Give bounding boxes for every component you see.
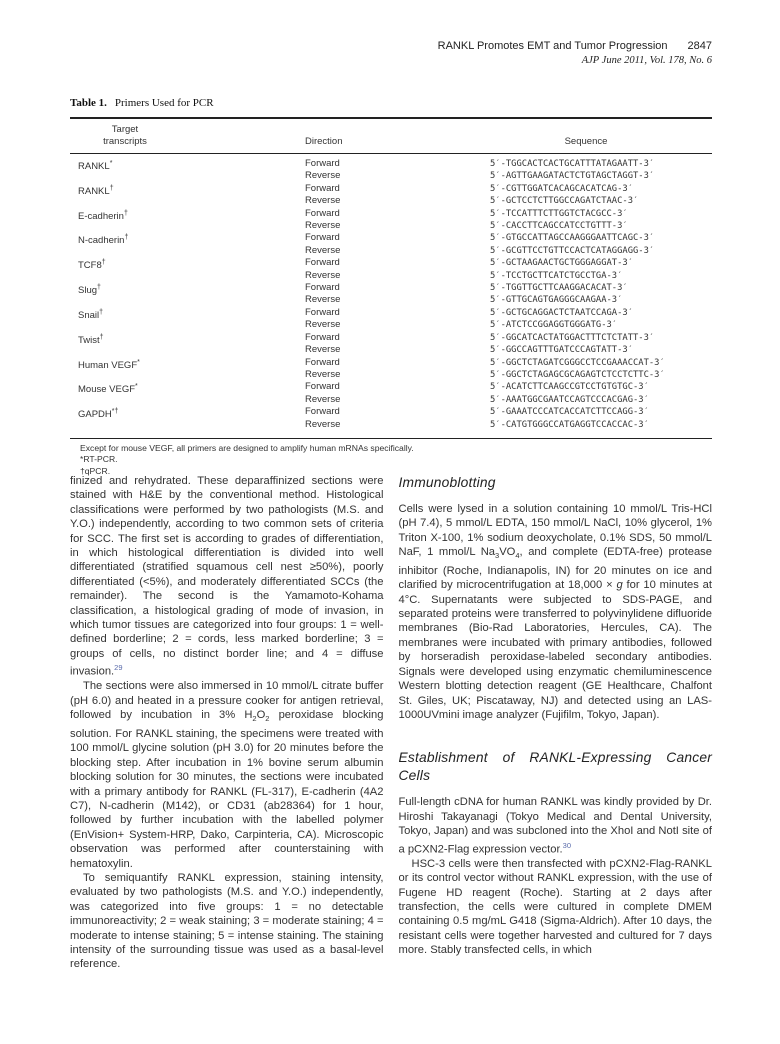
- column-header-target-line1: Target: [111, 124, 139, 135]
- sequence-cell: [490, 257, 712, 282]
- direction-label: Reverse: [305, 170, 341, 182]
- primer-sequence: 5′-AAATGGCGAATCCAGTCCCACGAG-3′: [490, 394, 649, 405]
- running-header: [438, 40, 712, 66]
- direction-label: Reverse: [305, 220, 341, 232]
- target-marker: †: [123, 209, 128, 217]
- direction-cell: [305, 381, 490, 406]
- primer-sequence: 5′-CGTTGGATCACAGCACATCAG-3′: [490, 183, 633, 194]
- primer-sequence: 5′-CACCTTCAGCCATCCTGTTT-3′: [490, 221, 628, 232]
- sequence-cell: [490, 158, 712, 183]
- sequence-cell: [490, 357, 712, 382]
- primer-row: [70, 183, 712, 208]
- direction-cell: [305, 357, 490, 382]
- direction-label: Forward: [305, 257, 340, 269]
- journal-citation: AJP June 2011, Vol. 178, No. 6: [581, 55, 712, 66]
- table-footnotes: [70, 443, 712, 477]
- primer-row: [70, 232, 712, 257]
- primer-sequence: 5′-GTGCCATTAGCCAAGGGAATTCAGC-3′: [490, 233, 655, 244]
- direction-cell: [305, 183, 490, 208]
- primer-row: [70, 158, 712, 183]
- direction-label: Forward: [305, 331, 340, 343]
- target-transcript: E-cadherin†: [78, 209, 128, 222]
- target-marker: †: [109, 184, 114, 192]
- direction-cell: [305, 332, 490, 357]
- table-header-row: [70, 119, 712, 154]
- table-body: [70, 154, 712, 439]
- direction-label: Reverse: [305, 244, 341, 256]
- sequence-cell: [490, 381, 712, 406]
- table-caption: [70, 97, 712, 109]
- primer-sequence: 5′-TCCTGCTTCATCTGCCTGA-3′: [490, 270, 623, 281]
- paragraph: To semiquantify RANKL expression, staining intensity, evaluated by two pathologists (M.S. and Y.O.) independently, was categorized into five groups: 1 = no detectable immunoreactivity; 2 = weak staining; 3 = moderate staining; 4 = moderate to intense staining; 5 = intense staining. The staining intensity of the surrounding tissue was used as a basal-level reference.: [70, 871, 384, 971]
- target-transcript: N-cadherin†: [78, 234, 129, 247]
- target-marker: †: [124, 234, 129, 242]
- target-transcript: Mouse VEGF*: [78, 383, 138, 396]
- sequence-cell: [490, 282, 712, 307]
- target-transcript: Slug†: [78, 284, 101, 297]
- direction-label: Reverse: [305, 195, 341, 207]
- primer-sequence: 5′-GCTGCAGGACTCTAATCCAGA-3′: [490, 307, 633, 318]
- direction-label: Forward: [305, 306, 340, 318]
- direction-label: Reverse: [305, 418, 341, 430]
- direction-label: Reverse: [305, 294, 341, 306]
- primer-sequence: 5′-GAAATCCCATCACCATCTTCCAGG-3′: [490, 407, 649, 418]
- primer-row: [70, 282, 712, 307]
- primer-sequence: 5′-TCCATTTCTTGGTCTACGCC-3′: [490, 208, 628, 219]
- table-label: Table 1.: [70, 97, 107, 109]
- direction-label: Forward: [305, 232, 340, 244]
- primer-sequence: 5′-AGTTGAAGATACTCTGTAGCTAGGT-3′: [490, 171, 655, 182]
- primer-row: [70, 332, 712, 357]
- direction-label: Forward: [305, 282, 340, 294]
- target-transcript: TCF8†: [78, 259, 106, 272]
- table-1: [70, 97, 712, 477]
- direction-cell: [305, 282, 490, 307]
- primer-row: [70, 208, 712, 233]
- direction-label: Forward: [305, 381, 340, 393]
- direction-cell: [305, 232, 490, 257]
- table-title: Primers Used for PCR: [114, 97, 214, 109]
- primer-sequence: 5′-GCGTTCCTGTTCCACTCATAGGAGG-3′: [490, 245, 655, 256]
- primer-sequence: 5′-GGCATCACTATGGACTTTCTCTATT-3′: [490, 332, 655, 343]
- sequence-cell: [490, 307, 712, 332]
- primer-sequence: 5′-ACATCTTCAAGCCGTCCTGTGTGC-3′: [490, 382, 649, 393]
- target-marker: †: [97, 284, 101, 292]
- target-marker: *: [137, 358, 140, 366]
- body-text: [70, 474, 712, 972]
- target-transcript: Human VEGF*: [78, 358, 140, 371]
- direction-cell: [305, 158, 490, 183]
- target-marker: *†: [111, 408, 119, 416]
- target-transcript: Twist†: [78, 333, 104, 346]
- direction-cell: [305, 406, 490, 431]
- direction-label: Forward: [305, 406, 340, 418]
- paragraph: HSC-3 cells were then transfected with pCXN2-Flag-RANKL or its control vector without RANKL expression, with the use of Fugene HD reagent (Roche). Starting at 2 days after transfection, the cells were cultured in complete DMEM containing 0.5 mg/mL G418 (Sigma-Aldrich). After 10 days, the resistant cells were together harvested and cultured for 7 days more. Stably transfected cells, in which: [398, 857, 712, 957]
- running-head-line: [438, 40, 712, 52]
- paragraph: The sections were also immersed in 10 mmol/L citrate buffer (pH 6.0) and heated in a pressure cooker for antigen retrieval, followed by incubation in 3% $H_2O_2$ peroxidase blocking solution. For RANKL staining, the specimens were treated with 100 mmol/L glycine solution (pH 3.0) for 20 minutes before the blocking step. After incubation in 1% bovine serum albumin blocking solution for 30 minutes, the sections were incubated with a primary antibody for RANKL (FL-317), E-cadherin (4A2 C7), N-cadherin (M142), or CD31 (ab28364) for 1 hour, followed by further incubation with the labelled polymer (EnVision+ System-HRP, Dako, Carpinteria, CA). Microscopic observation was performed after counterstaining with hematoxylin.: [70, 680, 384, 870]
- direction-label: Forward: [305, 182, 340, 194]
- running-head-title: RANKL Promotes EMT and Tumor Progression: [437, 40, 668, 52]
- primer-sequence: 5′-CATGTGGGCCATGAGGTCCACCAC-3′: [490, 419, 649, 430]
- target-transcript: GAPDH*†: [78, 408, 119, 421]
- target-transcript: Snail†: [78, 308, 104, 322]
- sequence-cell: [490, 332, 712, 357]
- direction-label: Reverse: [305, 269, 341, 281]
- primer-sequence: 5′-GGCCAGTTTGATCCCAGTATT-3′: [490, 345, 633, 356]
- direction-label: Reverse: [305, 344, 341, 356]
- page-number: 2847: [687, 40, 712, 52]
- direction-label: Forward: [305, 158, 340, 169]
- direction-cell: [305, 257, 490, 282]
- right-column: [399, 474, 713, 972]
- primer-sequence: 5′-GCTCCTCTTGGCCAGATCTAAC-3′: [490, 196, 639, 207]
- column-header-direction: Direction: [305, 135, 343, 147]
- column-header-target: [70, 124, 180, 147]
- target-marker: *: [135, 383, 138, 391]
- primer-row: [70, 357, 712, 382]
- primer-row: [70, 307, 712, 332]
- target-marker: †: [99, 333, 104, 341]
- target-transcript: RANKL†: [78, 184, 114, 197]
- primer-row: [70, 381, 712, 406]
- left-column: [70, 474, 384, 972]
- sequence-cell: [490, 232, 712, 257]
- column-header-target-line2: transcripts: [103, 135, 147, 147]
- section-heading-immunoblotting: Immunoblotting: [398, 475, 496, 490]
- direction-label: Forward: [305, 207, 340, 219]
- direction-label: Forward: [305, 356, 340, 368]
- sequence-cell: [490, 208, 712, 233]
- primer-sequence: 5′-GGCTCTAGAGCGCAGAGTCTCCTCTTC-3′: [490, 369, 665, 380]
- primer-sequence: 5′-GCTAAGAACTGCTGGGAGGAT-3′: [490, 258, 633, 269]
- paragraph: finized and rehydrated. These deparaffinized sections were stained with H&E by the conventional method. Histological classifications were performed by two pathologists (M.S. and Y.O.) independently, according to two common sets of criteria for SCC. The first set is according to grades of differentiation, in which histological differentiation is divided into well differentiated (stratified squamous cell nest ≥50%), poorly differentiated (<5%), and moderately differentiated SCCs (the remainder). The second is the Yamamoto-Kohama classification, a histological grading of mode of invasion, in which tumor tissues are categorized into four groups: 1 = well-defined borderline; 2 = cords, less marked borderline; 3 = groups of cells, no distinct border line; and 4 = diffuse invasion.$^{29}$: [70, 475, 384, 679]
- column-header-sequence: Sequence: [564, 135, 608, 147]
- target-marker: †: [99, 308, 104, 316]
- section-heading-establishment: Establishment of RANKL-Expressing Cancer Cells: [398, 750, 712, 784]
- footnote-general: Except for mouse VEGF, all primers are designed to amplify human mRNAs specifically.: [80, 442, 414, 453]
- paragraph: Full-length cDNA for human RANKL was kindly provided by Dr. Hiroshi Takayanagi (Tokyo Medical and Dental University, Tokyo, Japan) and was subcloned into the XhoI and NotI site of a pCXN2-Flag expression vector.$^{30}$: [398, 796, 712, 856]
- primer-row: [70, 406, 712, 431]
- primer-sequence: 5′-GTTGCAGTGAGGGCAAGAA-3′: [490, 295, 623, 306]
- footnote-dagger: †qPCR.: [80, 465, 111, 476]
- target-marker: †: [101, 259, 106, 267]
- footnote-asterisk: *RT-PCR.: [80, 454, 118, 465]
- primers-table: [70, 117, 712, 439]
- primer-sequence: 5′-GGCTCTAGATCGGGCCTCCGAAACCAT-3′: [490, 357, 665, 368]
- paragraph: Cells were lysed in a solution containing 10 mmol/L Tris-HCl (pH 7.4), 5 mmol/L EDTA, 150 mmol/L NaCl, 10% glycerol, 1% Triton X-100, 1% sodium deoxycholate, 0.1% SDS, 50 mmol/L NaF, 1 mmol/L $Na_3VO_4$, and complete (EDTA-free) protease inhibitor (Roche, Indianapolis, IN) for 20 minutes on ice and clarified by microcentrifugation at 18,000 × g for 10 minutes at 4°C. Supernatants were subjected to SDS-PAGE, and separated proteins were transferred to polyvinylidene difluoride membranes (Bio-Rad Laboratories, Hercules, CA). The membranes were incubated with primary antibodies, followed by horseradish peroxidase-labeled secondary antibodies. Signals were developed using enzymatic chemiluminescence Western blotting detection reagent (GE Healthcare, Chalfont St. Giles, UK; Piscataway, NJ) and detected using an LAS-1000UVmini image analyzer (Fujifilm, Tokyo, Japan).: [398, 503, 712, 721]
- primer-sequence: 5′-TGGCACTCACTGCATTTATAGAATT-3′: [490, 159, 655, 169]
- primer-sequence: 5′-TGGTTGCTTCAAGGACACAT-3′: [490, 283, 628, 294]
- sequence-cell: [490, 183, 712, 208]
- primer-row: [70, 257, 712, 282]
- sequence-cell: [490, 406, 712, 431]
- direction-label: Reverse: [305, 319, 341, 331]
- direction-cell: [305, 208, 490, 233]
- direction-label: Reverse: [305, 393, 341, 405]
- direction-cell: [305, 307, 490, 332]
- direction-label: Reverse: [305, 368, 341, 380]
- target-marker: *: [109, 160, 113, 167]
- target-transcript: RANKL*: [78, 160, 113, 173]
- primer-sequence: 5′-ATCTCCGGAGGTGGGATG-3′: [490, 320, 618, 331]
